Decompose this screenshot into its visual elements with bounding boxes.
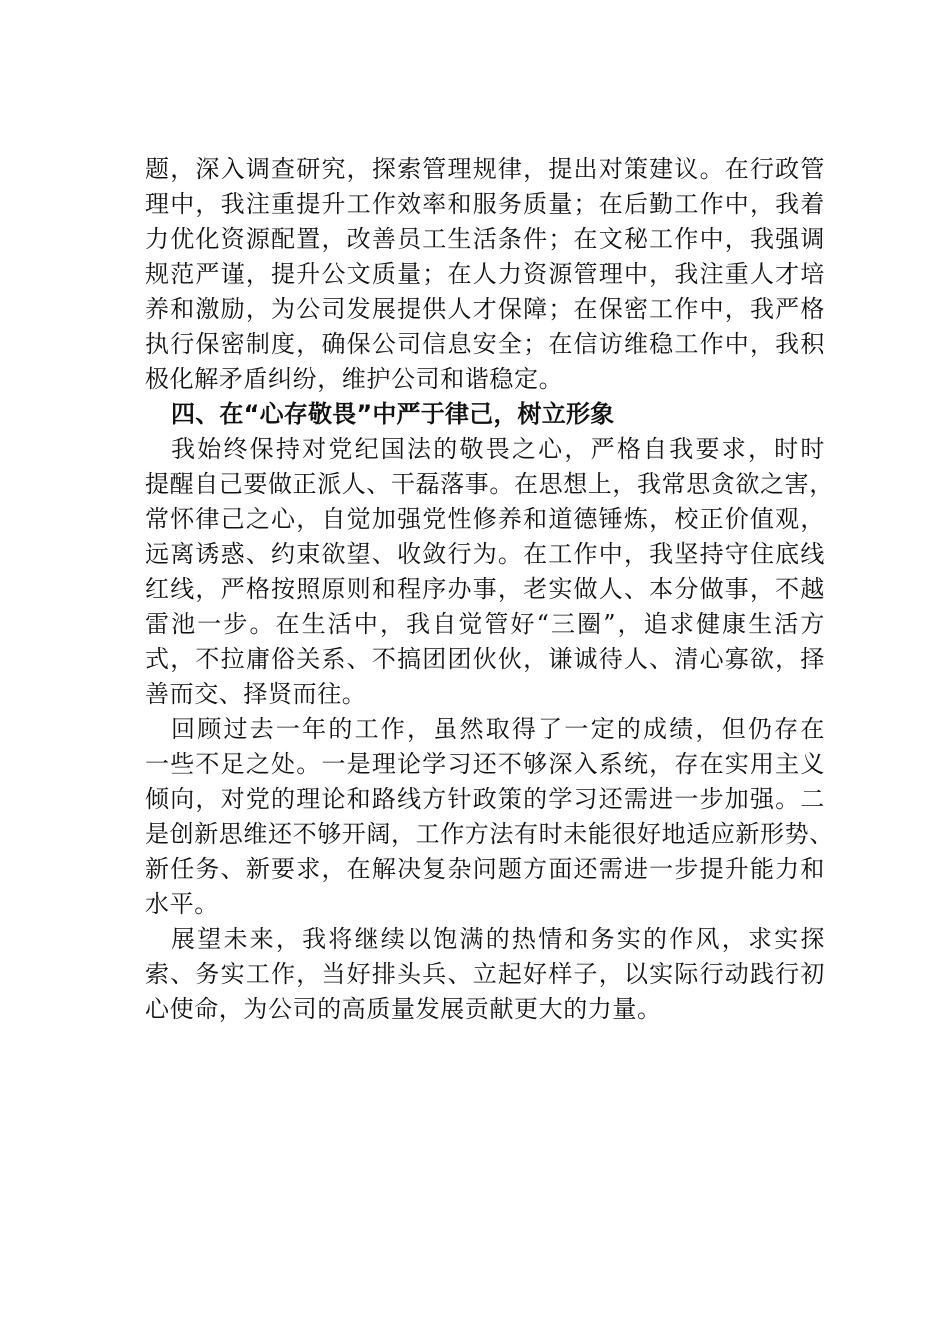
text-line: 心使命，为公司的高质量发展贡献更大的力量。 (145, 995, 662, 1023)
text-line: 养和激励，为公司发展提供人才保障；在保密工作中，我严格 (145, 295, 825, 323)
text-line: 题，深入调查研究，探索管理规律，提出对策建议。在行政管 (145, 155, 825, 183)
text-line: 执行保密制度，确保公司信息安全；在信访维稳工作中，我积 (145, 330, 825, 358)
text-line: 一些不足之处。一是理论学习还不够深入系统，存在实用主义 (145, 750, 825, 778)
text-line: 红线，严格按照原则和程序办事，老实做人、本分做事，不越 (145, 575, 825, 603)
text-line: 极化解矛盾纠纷，维护公司和谐稳定。 (145, 365, 564, 393)
text-line: 提醒自己要做正派人、干磊落事。在思想上，我常思贪欲之害， (145, 470, 834, 498)
text-line: 水平。 (145, 890, 219, 918)
text-line: 是创新思维还不够开阔，工作方法有时未能很好地适应新形势、 (145, 820, 834, 848)
text-line: 常怀律己之心，自觉加强党性修养和道德锤炼，校正价值观， (145, 505, 825, 533)
text-line: 回顾过去一年的工作，虽然取得了一定的成绩，但仍存在 (171, 715, 825, 743)
text-line: 理中，我注重提升工作效率和服务质量；在后勤工作中，我着 (145, 190, 825, 218)
text-line: 规范严谨，提升公文质量；在人力资源管理中，我注重人才培 (145, 260, 825, 288)
text-line: 展望未来，我将继续以饱满的热情和务实的作风，求实探 (171, 925, 825, 953)
text-line: 远离诱惑、约束欲望、收敛行为。在工作中，我坚持守住底线 (145, 540, 825, 568)
text-line: 我始终保持对党纪国法的敬畏之心，严格自我要求，时时 (171, 435, 825, 463)
text-line: 新任务、新要求，在解决复杂问题方面还需进一步提升能力和 (145, 855, 825, 883)
text-line: 索、务实工作，当好排头兵、立起好样子，以实际行动践行初 (145, 960, 825, 988)
document-body (145, 152, 834, 1027)
section-heading: 四、在“心存敬畏”中严于律己，树立形象 (171, 400, 615, 428)
text-line: 力优化资源配置，改善员工生活条件；在文秘工作中，我强调 (145, 225, 825, 253)
text-line: 雷池一步。在生活中，我自觉管好“三圈”，追求健康生活方 (145, 610, 825, 638)
text-line: 式，不拉庸俗关系、不搞团团伙伙，谦诚待人、清心寡欲，择 (145, 645, 825, 673)
text-line: 倾向，对党的理论和路线方针政策的学习还需进一步加强。二 (145, 785, 825, 813)
text-line: 善而交、择贤而往。 (145, 680, 367, 708)
